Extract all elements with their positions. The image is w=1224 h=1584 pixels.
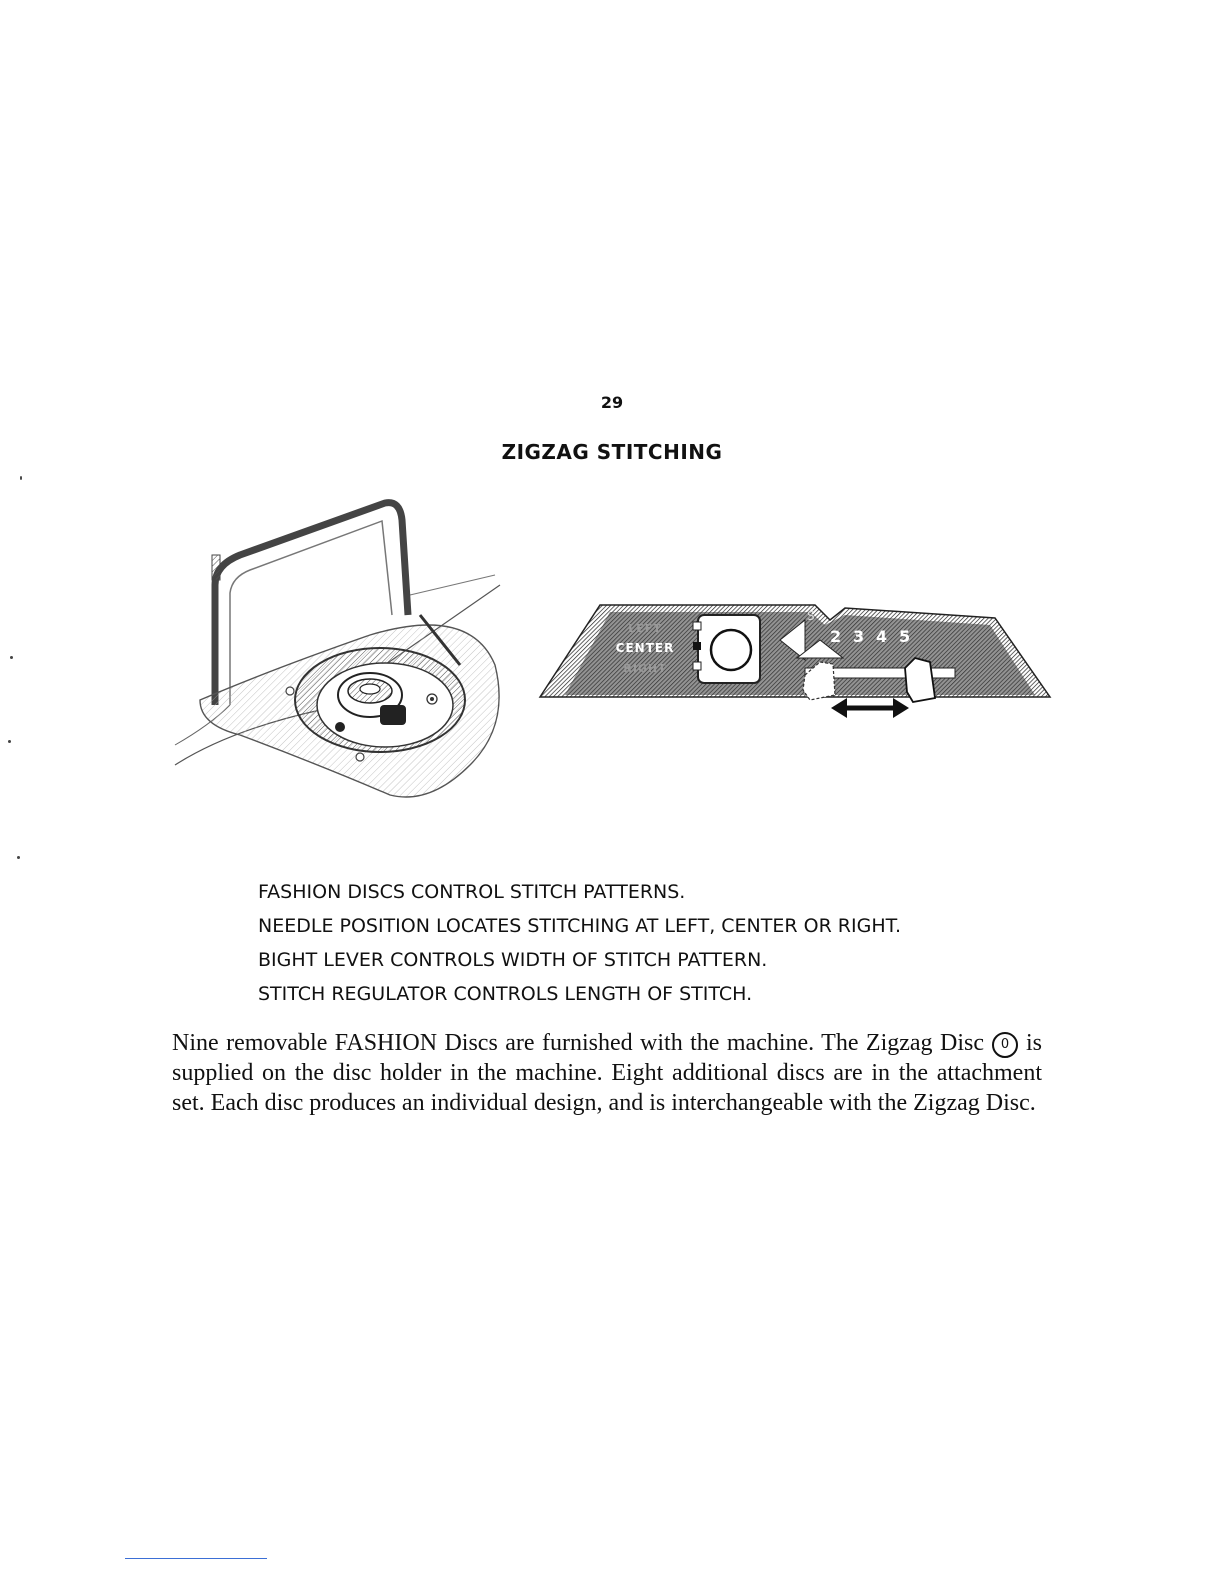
page-number: 29 [600, 393, 624, 412]
caption-fashion-discs: FASHION DISCS CONTROL STITCH PATTERNS. [258, 881, 686, 903]
caption-needle-position: NEEDLE POSITION LOCATES STITCHING AT LEFT, CENTER OR RIGHT. [258, 915, 902, 937]
caption-bight-lever: BIGHT LEVER CONTROLS WIDTH OF STITCH PATTERN. [258, 949, 768, 971]
bight-number-3: 3 [853, 627, 865, 646]
caption-list [258, 875, 1058, 1011]
scan-speck [17, 856, 20, 859]
caption-stitch-regulator: STITCH REGULATOR CONTROLS LENGTH OF STITCH. [258, 983, 753, 1005]
bight-number-5: 5 [899, 627, 911, 646]
control-panel-illustration [535, 600, 1055, 730]
page-title: ZIGZAG STITCHING [501, 440, 723, 464]
body-paragraph [172, 1028, 1042, 1118]
scan-speck [10, 656, 13, 659]
paragraph-text-end: is supplied on the disc holder in the machine. Eight additional discs are in the attachment set. Each disc produces an individual design, and is interchangeable with the Zigzag Disc. [172, 1030, 1042, 1116]
scan-speck [20, 476, 22, 480]
scan-speck [8, 740, 11, 743]
footer-rule [125, 1558, 267, 1559]
zigzag-disc-symbol: 0 [992, 1032, 1018, 1058]
needle-position-right: RIGHT [623, 662, 667, 675]
double-arrow-icon [831, 698, 909, 718]
s-label: S [807, 609, 815, 623]
disc-holder-illustration [170, 495, 515, 810]
needle-position-center: CENTER [615, 641, 675, 655]
needle-position-left: LEFT [628, 622, 662, 635]
paragraph-text-start: Nine removable FASHION Discs are furnished with the machine. The Zigzag Disc [172, 1030, 984, 1056]
bight-number-4: 4 [876, 627, 888, 646]
bight-lever-icon [905, 658, 935, 702]
needle-position-knob [711, 630, 751, 670]
bight-number-2: 2 [830, 627, 842, 646]
